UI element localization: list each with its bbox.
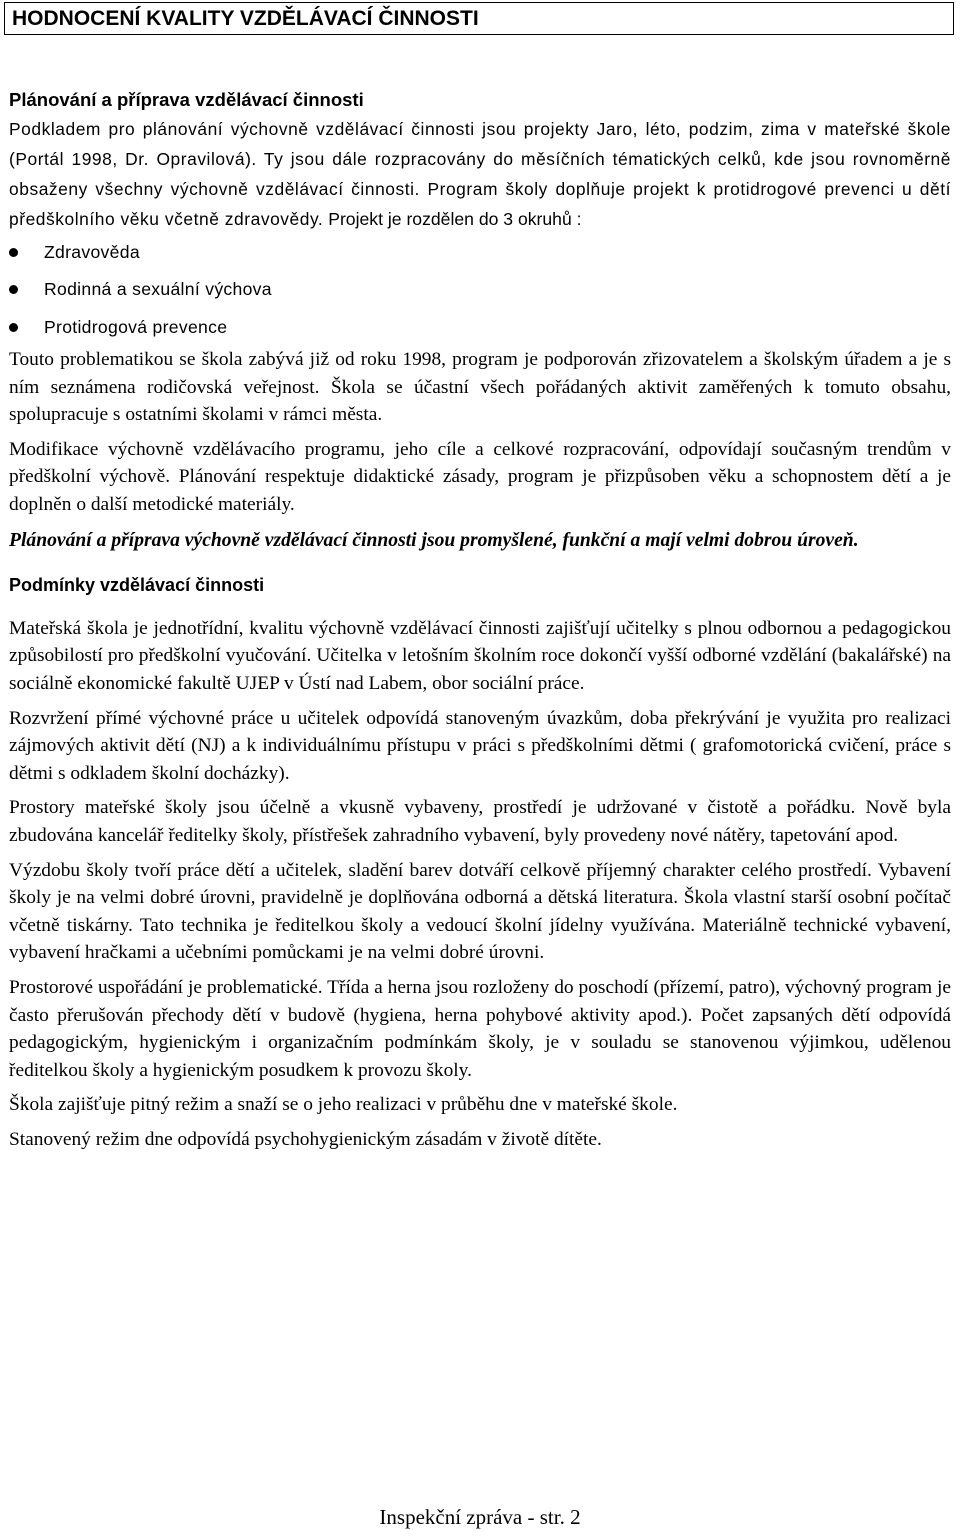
conclusion-planning: Plánování a příprava výchovně vzdělávací činnosti jsou promyšlené, funkční a mají velmi dobrou úroveň. [9, 529, 859, 551]
paragraph-problematics: Touto problematikou se škola zabývá již od roku 1998, program je podporován zřizovatelem a školským úřadem a je s ním seznámena rodičovská veřejnost. Škola se účastní všech pořádaných aktivit zaměřených k tomuto obsahu, spolupracuje s ostatními školami v rámci města. [9, 349, 951, 426]
bullet-icon [9, 323, 18, 332]
report-title: HODNOCENÍ KVALITY VZDĚLÁVACÍ ČINNOSTI [4, 2, 954, 35]
footer-text: Inspekční zpráva - str. 2 [379, 1505, 581, 1529]
paragraph-intro [9, 114, 951, 234]
bullet-list [9, 234, 951, 347]
bullet-icon [9, 285, 18, 294]
paragraph-layout: Prostorové uspořádání je problematické. Třída a herna jsou rozloženy do poschodí (přízemí, patro), výchovný program je často přerušován přechody dětí v budově (hygiena, herna pohybové aktivity apod.). Počet zapsaných dětí odpovídá pedagogickým, hygienickým i organizačním podmínkám školy, je v souladu se stanovenou výjimkou, udělenou ředitelkou školy a hygienickým posudkem k provozu školy. [9, 976, 951, 1081]
paragraph-drinking: Škola zajišťuje pitný režim a snaží se o jeho realizaci v průběhu dne v mateřské škole. [9, 1094, 678, 1116]
section-heading-planning: Plánování a příprava vzdělávací činnosti [9, 89, 364, 110]
paragraph-premises: Prostory mateřské školy jsou účelně a vkusně vybaveny, prostředí je udržované v čistotě a pořádku. Nově byla zbudována kancelář ředitelky školy, přístřešek zahradního vybavení, byly provedeny nové nátěry, tapetování apod. [9, 797, 951, 846]
bullet-icon [9, 248, 18, 257]
list-item: Rodinná a sexuální výchova [9, 271, 951, 309]
intro-text: Podkladem pro plánování výchovně vzdělávací činnosti jsou projekty Jaro, léto, podzim, zima v mateřské škole (Portál 1998, Dr. Opravilová). Ty jsou dále rozpracovány do měsíčních tématických celků, kde jsou rovnoměrně obsaženy všechny výchovně vzdělávací činnosti. Program školy doplňuje projekt k protidrogové prevenci u dětí předškolního věku včetně zdravovědy. [9, 118, 951, 229]
intro-tail: Projekt je rozdělen do 3 okruhů : [323, 208, 582, 229]
paragraph-modification: Modifikace výchovně vzdělávacího programu, jeho cíle a celkové rozpracování, odpovídají současným trendům v předškolní výchově. Plánování respektuje didaktické zásady, program je přizpůsoben věku a schopnostem dětí a je doplněn o další metodické materiály. [9, 438, 951, 516]
paragraph-staff: Mateřská škola je jednotřídní, kvalitu výchovně vzdělávací činnosti zajišťují učitelky s plnou odbornou a pedagogickou způsobilostí pro předškolní vyučování. Učitelka v letošním školním roce dokončí vyšší odborné vzdělání (bakalářské) na sociálně ekonomické fakultě UJEP v Ústí nad Labem, obor sociální práce. [9, 617, 951, 695]
document-body [9, 86, 951, 1154]
paragraph-decoration: Výzdobu školy tvoří práce dětí a učitelek, sladění barev dotváří celkově příjemný charakter celého prostředí. Vybavení školy je na velmi dobré úrovni, pravidelně je doplňována odborná a dětská literatura. Škola vlastní starší osobní počítač včetně tiskárny. Tato technika je ředitelkou školy a vedoucí školní jídelny využívána. Materiálně technické vybavení, vybavení hračkami a učebními pomůckami je na velmi dobré úrovni. [9, 859, 951, 964]
section-heading-conditions: Podmínky vzdělávací činnosti [9, 575, 265, 596]
paragraph-daily-regime: Stanovený režim dne odpovídá psychohygienickým zásadám v životě dítěte. [9, 1128, 602, 1150]
paragraph-work-schedule: Rozvržení přímé výchovné práce u učitelek odpovídá stanoveným úvazkům, doba překrývání je využita pro realizaci zájmových aktivit dětí (NJ) a k individuálnímu přístupu v práci s předškolními dětmi ( grafomotorická cvičení, práce s dětmi s odkladem školní docházky). [9, 707, 951, 784]
list-item: Zdravověda [9, 234, 951, 272]
list-item: Protidrogová prevence [9, 309, 951, 347]
page-footer [0, 1505, 960, 1530]
